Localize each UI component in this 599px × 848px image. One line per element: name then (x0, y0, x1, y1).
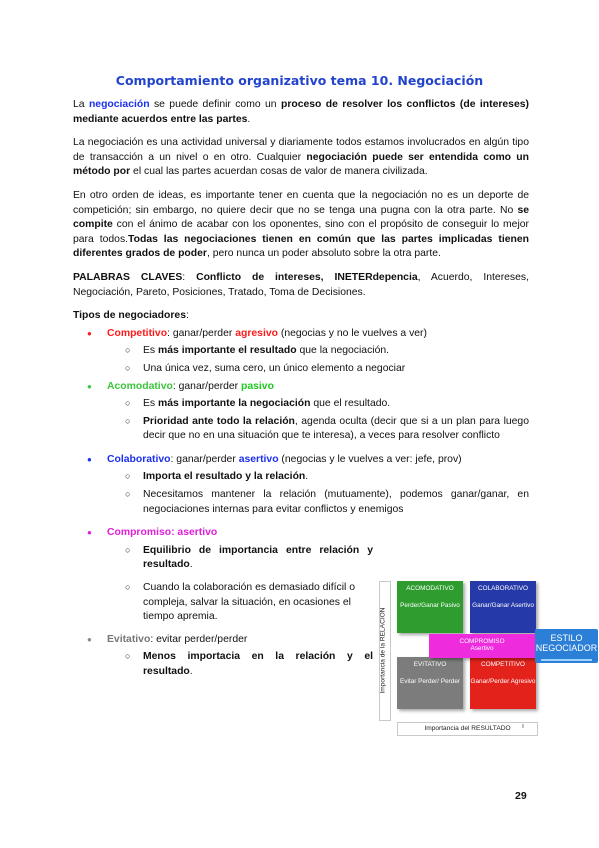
list-item-colaborativo (73, 453, 529, 468)
y-axis-label (376, 585, 390, 715)
text-run: que el resultado. (310, 398, 391, 410)
bold-run: más importante el resultado (158, 345, 297, 357)
sub-item: ○ Necesitamos mantener la relación (mutuamente), podemos ganar/ganar, en negociaciones internas para evitar conflictos y enemigos (73, 488, 529, 517)
text-run: En otro orden de ideas, es importante tener en cuenta que la negociación no es un deporte de competición; sin embargo, no quiere decir que no se tenga una pugna con la otra parte. No (73, 189, 529, 216)
sub-item (73, 470, 529, 485)
sub-item (73, 544, 373, 573)
center-title: COMPROMISO (459, 638, 505, 645)
text-run: : (185, 310, 189, 322)
label-asertivo: asertivo (238, 453, 279, 465)
text-run: La negociación es una actividad universal y diariamente todos estamos involucrados en algún tipo de transacción a un nivel o en otro. Cualquier (73, 137, 529, 163)
quadrant-acomodativo (397, 581, 463, 633)
bold-run: más importante la negociación (158, 398, 311, 410)
quadrant-title: ACOMODATIVO (406, 585, 454, 592)
quadrant-subtitle: Perder/Ganar Pasivo (400, 602, 460, 609)
text-run: . (247, 113, 251, 125)
center-subtitle: Asertivo (470, 645, 494, 652)
sub-item (73, 344, 529, 359)
list-item-compromiso (73, 526, 373, 541)
label-agresivo: agresivo (235, 327, 278, 339)
text-run: . (189, 666, 193, 677)
paragraph-keywords (73, 271, 529, 300)
text-run: . (189, 559, 193, 571)
text-run: . (305, 471, 309, 483)
badge-line-2: NEGOCIADOR (535, 643, 598, 653)
negotiator-style-diagram (376, 577, 598, 743)
estilo-negociador-badge (535, 629, 598, 663)
center-compromiso (429, 634, 535, 658)
sub-item (73, 650, 373, 679)
text-run: : evitar perder/perder (150, 633, 248, 645)
quadrant-evitativo (397, 657, 463, 709)
quadrant-competitivo (470, 657, 536, 709)
sub-item: ○ Una única vez, suma cero, un único elemento a negociar (73, 362, 529, 377)
text-run: : ganar/perder (167, 327, 236, 339)
text-run: , pero nunca un poder absoluto sobre la otra parte. (206, 248, 441, 260)
text-run: , Acuerdo, Intereses, Negociación, Pareto, Posiciones, Tratado, Toma de Decisiones. (73, 271, 529, 298)
label-compromiso: Compromiso: asertivo (107, 527, 218, 539)
paragraph-definition (73, 98, 529, 127)
text-run: con el ánimo de acabar con los oponentes, sino con el propósito de conseguir lo mejor para todos. (73, 219, 529, 245)
keyword-negociacion: negociación (88, 99, 150, 110)
bold-definition: proceso de resolver los conflictos (de intereses) mediante acuerdos entre las partes (73, 99, 529, 125)
quadrant-colaborativo (470, 581, 536, 633)
list-item-acomodativo (73, 380, 529, 395)
bold-run: Equilibrio de importancia entre relación y resultado (143, 544, 373, 571)
text-run: : ganar/perder (170, 453, 239, 465)
quadrant-subtitle: Ganar/Ganar Asertivo (472, 602, 534, 609)
bold-run: Menos importacia en la relación y el resultado (143, 651, 373, 677)
label-colaborativo: Colaborativo (107, 453, 171, 465)
sub-item (73, 415, 529, 444)
list-item-evitativo (73, 633, 373, 648)
x-axis-label: Importancia del RESULTADO (397, 722, 538, 736)
y-axis-label-text: Importancia de la RELACION (379, 606, 387, 694)
bold-keywords: Conflicto de intereses, INETERdepencia (196, 271, 418, 283)
quadrant-title: COMPETITIVO (480, 661, 526, 668)
keywords-label: PALABRAS CLAVES (73, 271, 183, 283)
badge-line-1: ESTILO (550, 633, 583, 643)
text-run: Es (143, 345, 159, 357)
paragraph-competicion (73, 189, 529, 262)
text-run: : ganar/perder (172, 380, 241, 392)
text-run: Es (143, 398, 159, 410)
quadrant-subtitle: Ganar/Perder Agresivo (470, 678, 536, 685)
bold-poder: Todas las negociaciones tienen en común que las partes implicadas tienen diferentes grados de poder (73, 233, 529, 260)
label-competitivo: Competitivo (107, 327, 168, 339)
label-acomodativo: Acomodativo (107, 380, 173, 392)
tipos-heading-text: Tipos de negociadores (73, 310, 186, 322)
bold-run: Prioridad ante todo la relación (143, 415, 295, 427)
x-axis-arrow-icon: ı (522, 723, 524, 730)
page-title: Comportamiento organizativo tema 10. Negociación (115, 73, 484, 88)
paragraph-universal (73, 136, 529, 180)
label-pasivo: pasivo (241, 380, 274, 392)
sub-item: ○ Cuando la colaboración es demasiado difícil o compleja, salvar la situación, en ocasiones el tiempo apremia. (73, 581, 373, 625)
tipos-heading (73, 309, 529, 324)
text-run: (negocias y le vuelves a ver: jefe, prov) (278, 453, 462, 465)
bold-run: Importa el resultado y la relación (143, 471, 306, 483)
quadrant-title: COLABORATIVO (478, 585, 528, 592)
label-evitativo: Evitativo (107, 633, 151, 645)
text-run: (negocias y no le vuelves a ver) (277, 327, 427, 339)
bold-metodo: negociación puede ser entendida como un método por (73, 151, 529, 178)
text-run: que la negociación. (296, 345, 390, 357)
text-run: : (182, 271, 197, 283)
text-run: La (73, 99, 89, 110)
text-run: , agenda oculta (decir que si a un plan para luego decir que no en una situación que te interesa), a veces para resolver conflicto (143, 415, 529, 442)
badge-underline (541, 659, 592, 661)
quadrant-subtitle: Evitar Perder/ Perder (399, 678, 461, 685)
list-item-competitivo (73, 327, 529, 342)
sub-item (73, 397, 529, 412)
bold-se-compite: se compite (73, 204, 529, 231)
quadrant-title: EVITATIVO (413, 661, 447, 668)
text-run: se puede definir como un (149, 99, 281, 110)
page-number: 29 (515, 790, 527, 802)
text-run: el cual las partes acuerdan cosas de valor de manera civilizada. (130, 166, 428, 178)
narrow-column (73, 526, 373, 679)
